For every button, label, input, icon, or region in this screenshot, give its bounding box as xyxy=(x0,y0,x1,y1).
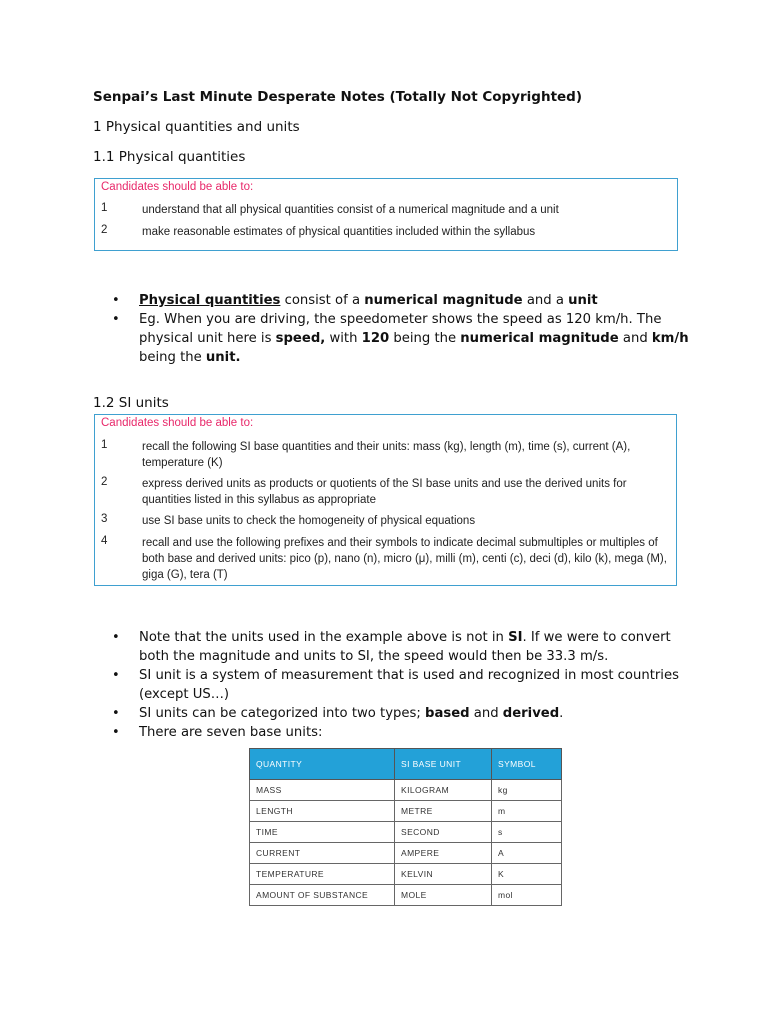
bold-text: speed, xyxy=(275,331,326,346)
syllabus-box-heading: Candidates should be able to: xyxy=(101,417,254,429)
list-item xyxy=(112,628,692,666)
document-title: Senpai’s Last Minute Desperate Notes (Totally Not Copyrighted) xyxy=(93,89,583,105)
table-cell: SECOND xyxy=(395,822,492,843)
term-physical-quantities: Physical quantities xyxy=(139,293,281,308)
text-span: being the xyxy=(139,350,206,365)
table-cell: mol xyxy=(492,885,562,906)
table-cell: m xyxy=(492,801,562,822)
bold-text: unit xyxy=(568,293,598,308)
table-cell: METRE xyxy=(395,801,492,822)
table-cell: s xyxy=(492,822,562,843)
text-span: . If we were to convert both the magnitude and units to SI, the speed would then be 33.3 m/s. xyxy=(139,630,671,664)
table-row xyxy=(250,864,562,885)
table-cell: A xyxy=(492,843,562,864)
bold-text: SI xyxy=(508,630,523,645)
bold-text: km/h xyxy=(651,331,689,346)
syllabus-item-number: 2 xyxy=(101,476,108,488)
syllabus-box-heading: Candidates should be able to: xyxy=(101,181,254,193)
text-span: . xyxy=(559,706,564,721)
syllabus-item-number: 4 xyxy=(101,535,108,547)
bold-text: 120 xyxy=(361,331,390,346)
text-span: Note that the units used in the example above is not in xyxy=(139,630,509,645)
text-span: and xyxy=(469,706,503,721)
text-span: Eg. When you are driving, the speedometer shows the speed as 120 km/h. The physical unit here is xyxy=(139,312,662,346)
bold-text: numerical magnitude xyxy=(460,331,619,346)
table-row xyxy=(250,780,562,801)
table-header-row xyxy=(250,749,562,780)
list-item xyxy=(112,291,692,310)
table-cell: CURRENT xyxy=(250,843,395,864)
syllabus-item-number: 1 xyxy=(101,439,108,451)
table-cell: K xyxy=(492,864,562,885)
list-item xyxy=(112,310,692,367)
text-span: being the xyxy=(389,331,461,346)
column-header: SYMBOL xyxy=(492,749,562,780)
table-cell: LENGTH xyxy=(250,801,395,822)
syllabus-item-text: recall the following SI base quantities and their units: mass (kg), length (m), time (s), current (A), temperature (K) xyxy=(142,441,631,469)
column-header: SI BASE UNIT xyxy=(395,749,492,780)
table-row xyxy=(250,843,562,864)
si-base-units-table xyxy=(249,748,562,906)
syllabus-item-text: recall and use the following prefixes and their symbols to indicate decimal submultiples or multiples of both base and derived units: pico (p), nano (n), micro (μ), milli (m), centi (c), deci (d), kilo (k), mega (M), giga (G), tera (T) xyxy=(142,537,667,581)
list-item xyxy=(112,723,692,742)
bullet-list-si-units xyxy=(112,628,692,742)
syllabus-item-text: understand that all physical quantities consist of a numerical magnitude and a unit xyxy=(142,204,559,216)
text-span: SI unit is a system of measurement that is used and recognized in most countries (except US…) xyxy=(139,668,679,702)
table-cell: MASS xyxy=(250,780,395,801)
table-cell: AMOUNT OF SUBSTANCE xyxy=(250,885,395,906)
bold-text: numerical magnitude xyxy=(364,293,523,308)
text-span: and xyxy=(618,331,652,346)
column-header: QUANTITY xyxy=(250,749,395,780)
table-cell: KELVIN xyxy=(395,864,492,885)
table-cell: AMPERE xyxy=(395,843,492,864)
table-row xyxy=(250,801,562,822)
syllabus-box-physical-quantities xyxy=(94,178,678,251)
syllabus-item-text: make reasonable estimates of physical quantities included within the syllabus xyxy=(142,226,536,238)
syllabus-item-text: use SI base units to check the homogeneity of physical equations xyxy=(142,515,476,527)
bold-text: unit. xyxy=(205,350,241,365)
bold-text: based xyxy=(425,706,470,721)
bullet-list-physical-quantities xyxy=(112,291,692,367)
text-span: SI units can be categorized into two types; xyxy=(139,706,425,721)
syllabus-item-number: 2 xyxy=(101,224,108,236)
table-row xyxy=(250,822,562,843)
table-cell: MOLE xyxy=(395,885,492,906)
text-span: with xyxy=(325,331,362,346)
table-cell: TIME xyxy=(250,822,395,843)
section-heading-1-2: 1.2 SI units xyxy=(93,395,169,411)
list-item xyxy=(112,704,692,723)
table-cell: KILOGRAM xyxy=(395,780,492,801)
text-span: There are seven base units: xyxy=(139,725,323,740)
section-heading-1: 1 Physical quantities and units xyxy=(93,119,300,135)
syllabus-item-number: 1 xyxy=(101,202,108,214)
bold-text: derived xyxy=(502,706,560,721)
list-item xyxy=(112,666,692,704)
text-span: consist of a xyxy=(280,293,365,308)
table-row xyxy=(250,885,562,906)
table-cell: kg xyxy=(492,780,562,801)
table-cell: TEMPERATURE xyxy=(250,864,395,885)
syllabus-item-number: 3 xyxy=(101,513,108,525)
syllabus-box-si-units xyxy=(94,414,677,586)
text-span: and a xyxy=(522,293,569,308)
syllabus-item-text: express derived units as products or quotients of the SI base units and use the derived units for quantities listed in this syllabus as appropriate xyxy=(142,478,627,506)
section-heading-1-1: 1.1 Physical quantities xyxy=(93,149,246,165)
